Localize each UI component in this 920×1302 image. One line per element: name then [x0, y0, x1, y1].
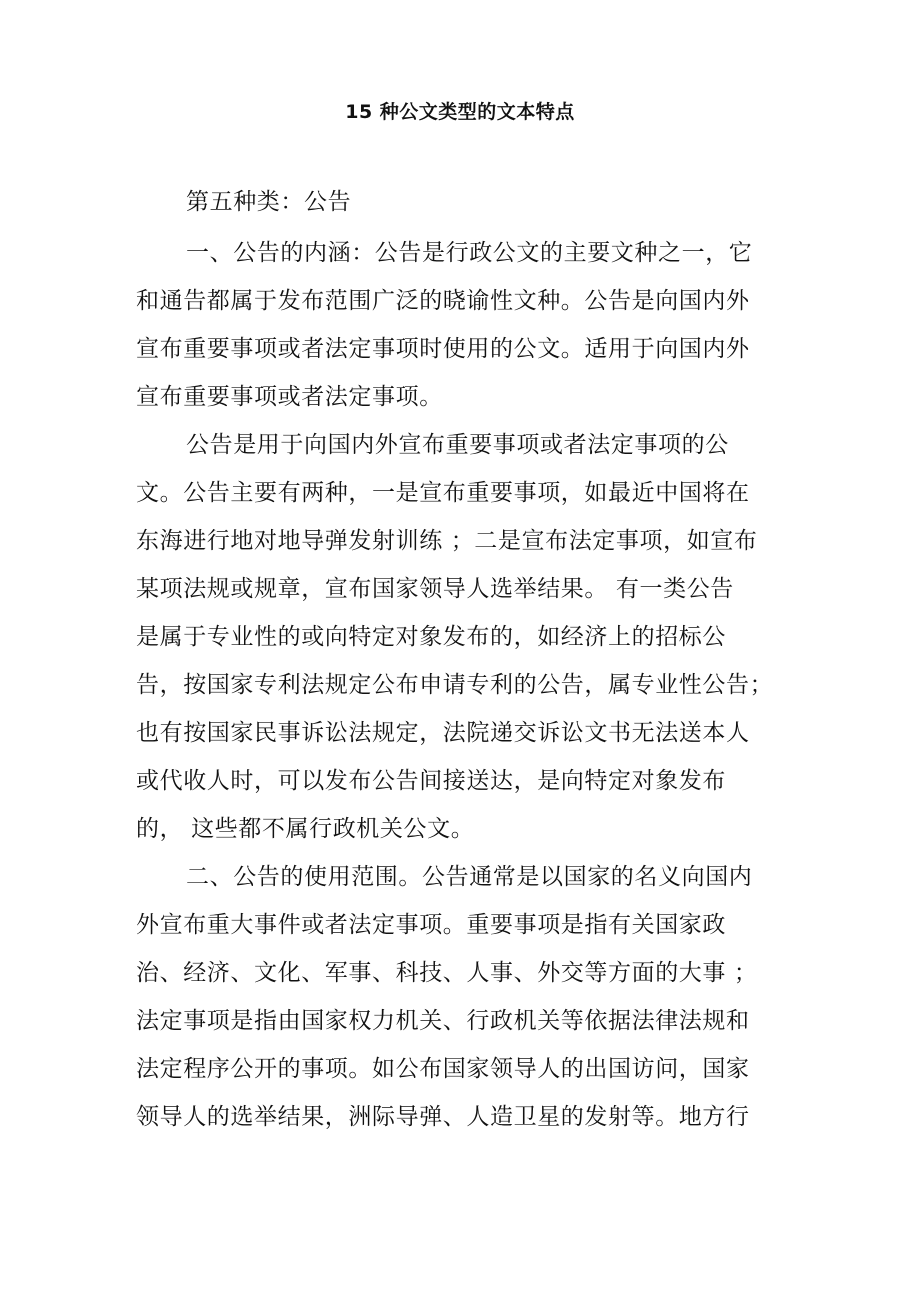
paragraph-line: 法定程序公开的事项。如公布国家领导人的出国访问，国家 — [136, 1056, 750, 1082]
paragraph-line: 二、公告的使用范围。公告通常是以国家的名义向国内 — [186, 864, 753, 890]
paragraph-line: 法定事项是指由国家权力机关、行政机关等依据法律法规和 — [136, 1008, 750, 1034]
paragraph-line: 宣布重要事项或者法定事项时使用的公文。适用于向国内外 — [136, 336, 750, 362]
paragraph-line: 和通告都属于发布范围广泛的晓谕性文种。公告是向国内外 — [136, 288, 750, 314]
paragraph-line: 某项法规或规章，宣布国家领导人选举结果。 有一类公告 — [136, 576, 734, 602]
document-title: 15 种公文类型的文本特点 — [345, 101, 575, 123]
paragraph-line: 或代收人时，可以发布公告间接送达，是向特定对象发布 — [136, 768, 726, 794]
paragraph-line: 文。公告主要有两种，一是宣布重要事项，如最近中国将在 — [136, 480, 750, 506]
paragraph-line: 宣布重要事项或者法定事项。 — [136, 384, 443, 410]
section-heading: 第五种类：公告 — [186, 189, 352, 215]
paragraph-line: 外宣布重大事件或者法定事项。重要事项是指有关国家政 — [136, 912, 726, 938]
paragraph-line: 治、经济、文化、军事、科技、人事、外交等方面的大事 ； — [136, 960, 758, 986]
paragraph-line: 公告是用于向国内外宣布重要事项或者法定事项的公 — [186, 432, 729, 458]
paragraph-line: 领导人的选举结果，洲际导弹、人造卫星的发射等。地方行 — [136, 1104, 750, 1130]
paragraph-line: 一、公告的内涵：公告是行政公文的主要文种之一，它 — [186, 240, 753, 266]
paragraph-line: 东海进行地对地导弹发射训练 ；二是宣布法定事项，如宣布 — [136, 528, 758, 554]
paragraph-line: 的， 这些都不属行政机关公文。 — [136, 816, 475, 842]
paragraph-line: 也有按国家民事诉讼法规定，法院递交诉讼文书无法送本人 — [136, 720, 750, 746]
paragraph-line: 告，按国家专利法规定公布申请专利的公告，属专业性公告； — [136, 672, 774, 698]
paragraph-line: 是属于专业性的或向特定对象发布的，如经济上的招标公 — [136, 624, 726, 650]
